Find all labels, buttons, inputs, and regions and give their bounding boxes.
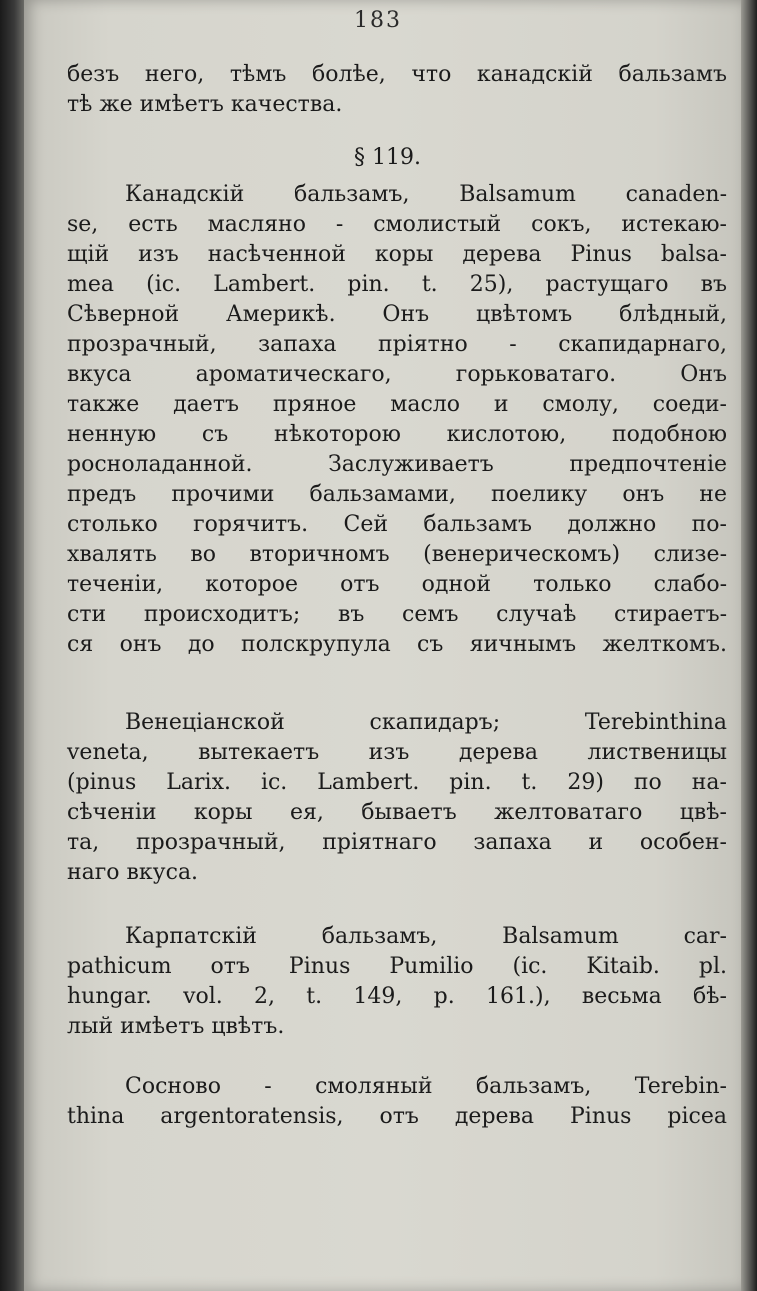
text-line: тѣ же имѣетъ качества. <box>67 92 343 117</box>
text-line: Венеціанской скапидаръ; Terebinthina <box>125 710 727 735</box>
page-edge-shadow <box>741 0 757 1291</box>
text-line: Сосново - смоляный бальзамъ, Terebin- <box>125 1074 727 1099</box>
page-number: 183 <box>354 8 402 33</box>
text-line: лый имѣетъ цвѣтъ. <box>67 1014 285 1039</box>
text-line: Сѣверной Америкѣ. Онъ цвѣтомъ блѣдный, <box>67 302 727 327</box>
text-line: hungar. vol. 2, t. 149, p. 161.), весьма бѣ- <box>67 984 727 1009</box>
text-line: вкуса ароматическаго, горьковатаго. Онъ <box>67 362 727 387</box>
text-line: ся онъ до полскрупула съ яичнымъ желткомъ. <box>67 632 727 657</box>
text-line: сѣченіи коры ея, бываетъ желтоватаго цвѣ- <box>67 800 727 825</box>
text-line: mea (ic. Lambert. pin. t. 25), растущаго въ <box>67 272 727 297</box>
text-line: прозрачный, запаха пріятно - скапидарнаго, <box>67 332 727 357</box>
book-page <box>24 0 741 1291</box>
text-line: сти происходитъ; въ семъ случаѣ стираетъ- <box>67 602 727 627</box>
text-line: теченіи, которое отъ одной только слабо- <box>67 572 727 597</box>
text-line: Карпатскій бальзамъ, Balsamum car- <box>125 924 727 949</box>
text-line: (pinus Larix. ic. Lambert. pin. t. 29) по на- <box>67 770 727 795</box>
section-heading: § 119. <box>354 145 421 170</box>
text-line: наго вкуса. <box>67 860 199 885</box>
text-line: предъ прочими бальзамами, поелику онъ не <box>67 482 727 507</box>
paragraph-canadian-balsam <box>67 180 727 660</box>
text-line: thina argentoratensis, отъ дерева Pinus picea <box>67 1104 727 1129</box>
text-line: veneta, вытекаетъ изъ дерева лиственицы <box>67 740 727 765</box>
text-line: Канадскій бальзамъ, Balsamum canaden- <box>125 182 727 207</box>
text-line: хвалять во вторичномъ (венерическомъ) слизе- <box>67 542 727 567</box>
text-line: ненную съ нѣкоторою кислотою, подобною <box>67 422 727 447</box>
book-spine-shadow <box>0 0 24 1291</box>
text-line: столько горячитъ. Сей бальзамъ должно по- <box>67 512 727 537</box>
text-line: также даетъ пряное масло и смолу, соеди- <box>67 392 727 417</box>
paragraph-venetian-turpentine <box>67 708 727 888</box>
text-line: pathicum отъ Pinus Pumilio (ic. Kitaib. pl. <box>67 954 727 979</box>
intro-paragraph <box>67 60 727 120</box>
text-line: безъ него, тѣмъ болѣе, что канадскій бальзамъ <box>67 62 727 87</box>
text-line: росноладанной. Заслуживаетъ предпочтеніе <box>67 452 727 477</box>
paragraph-pine-resin-balsam <box>67 1072 727 1132</box>
paragraph-carpathian-balsam <box>67 922 727 1042</box>
text-line: та, прозрачный, пріятнаго запаха и особен- <box>67 830 727 855</box>
text-line: se, есть масляно - смолистый сокъ, истекаю- <box>67 212 727 237</box>
text-line: щій изъ насѣченной коры дерева Pinus balsa- <box>67 242 727 267</box>
